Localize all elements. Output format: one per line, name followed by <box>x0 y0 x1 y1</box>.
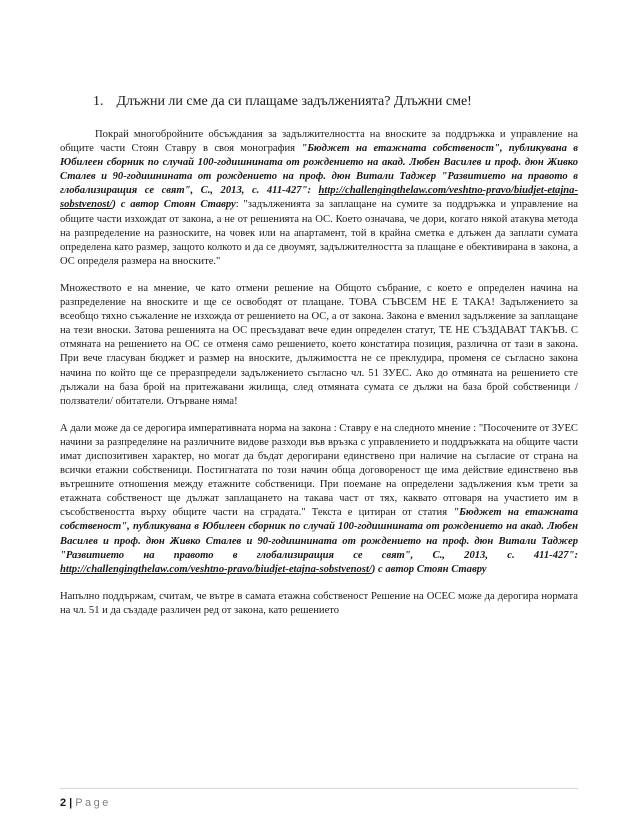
page-label: Page <box>75 797 111 809</box>
p1-text-start: Покрай многобройните обсъждания за задължителността на вноските за поддръжка и управление на общите части Стоян Ставру в своя монография <box>60 129 578 155</box>
paragraph-2: Множеството е на мнение, че като отмени решение на Общото събрание, с което е определен начина на разпределение на вноските и ще се освободят от плащане. ТОВА СЪВСЕМ НЕ Е ТАКА! Задължението за всеобщо тяхно съжаление не изхожда от решението на ОС, а от закона. Закона е вменил задължение за заплащане на тези вноски. Затова решенията на ОС пресъздават вече един определен статут, ТЕ НЕ СЪЗДАВАТ ТАКЪВ. С отмяната на решението на ОС се отменя само решението, което констатира позиция, различна от тази в закона. При вече гласуван бюджет и размер на вноските, дължимостта не се преклудира, променя се съгласно закона начина по който ще се преразпредели задължението съгласно чл. 51 ЗУЕС. Ако до отмяната на решението сте дължали на база брой на притежавани жилища, след отмяната сумата се дължи на база брой собственици /ползватели/ обитатели. Отърване няма! <box>60 282 578 407</box>
body-text <box>60 128 578 631</box>
p3-citation: "Бюджет на етажната собственост", публикувана в Юбилеен сборник по случай 100-годишнината от рождението на акад. Любен Василев и проф. дюн Живко Сталев и 90-годишнината от рождението на проф. дюн Витали Таджер "Развитието на правото в глобализиращия се свят", С., 2013, с. 411-427": <box>60 507 578 561</box>
p1-citation-author: ) с автор Стоян Ставру <box>112 199 236 211</box>
section-heading <box>93 93 593 111</box>
heading-number: 1. <box>93 94 104 109</box>
heading-text: Длъжни ли сме да си плащаме задълженията? Длъжни сме! <box>116 94 472 109</box>
page-number: 2 <box>60 797 67 809</box>
p1-quote: : "задълженията за заплащане на сумите за поддръжка и управление на общите части изхождат от закона, а не от решенията на ОС. Което означава, че дори, когато някой атакува метода на разпределение на разноските, на човек или на апартамент, той в крайна сметка е длъжен да заплати сумата определена като размер, защото колкото и да се двоумят, задължителността за плащане е обективирана в закона, а ОС определя размера на вноските." <box>60 199 578 267</box>
p3-citation-author: ) с автор Стоян Ставру <box>371 563 487 575</box>
paragraph-4: Напълно поддържам, считам, че вътре в самата етажна собственост Решение на ОСЕС може да дерогира нормата на чл. 51 и да създаде различен ред от закона, като решението <box>60 590 578 616</box>
footer-divider <box>60 788 578 789</box>
page-footer <box>60 797 111 809</box>
p3-citation-link[interactable]: http://challengingthelaw.com/veshtno-pravo/biudjet-etajna-sobstvenost/ <box>60 563 372 575</box>
paragraph-1 <box>60 128 578 269</box>
p3-text-start: А дали може да се дерогира императивната норма на закона : Ставру е на следното мнение : "Посочените от ЗУЕС начини за разпределяне на различните видове разходи във връзка с управлението и поддръжката на общите части имат диспозитивен характер, но могат да бъдат дерогирани единствено при наличие на съгласие от страна на всички етажни собственици. Постигнатата по този начин обща договореност ще има действие единствено във вътрешните отношения между етажните собственици. При поемане на определени задължения към трети за етажната собственост ще дължат заплащането на такава част от тях, каквато отговаря на участието им в съсобствеността върху общите части на сградата." Текста е цитиран от статия <box>60 422 578 519</box>
p1-citation: "Бюджет на етажната собственост", публикувана в Юбилеен сборник по случай 100-годишнината от рождението на акад. Любен Василев и проф. дюн Живко Сталев и 90-годишнината от рождението на проф. дюн Витали Таджер "Развитието на правото в глобализиращия се свят", С., 2013, с. 411-427": <box>60 143 578 197</box>
p1-citation-link[interactable]: http://challengingthelaw.com/veshtno-pravo/biudjet-etajna-sobstvenost/ <box>60 185 578 211</box>
paragraph-3 <box>60 422 578 577</box>
footer-separator: | <box>69 797 73 809</box>
